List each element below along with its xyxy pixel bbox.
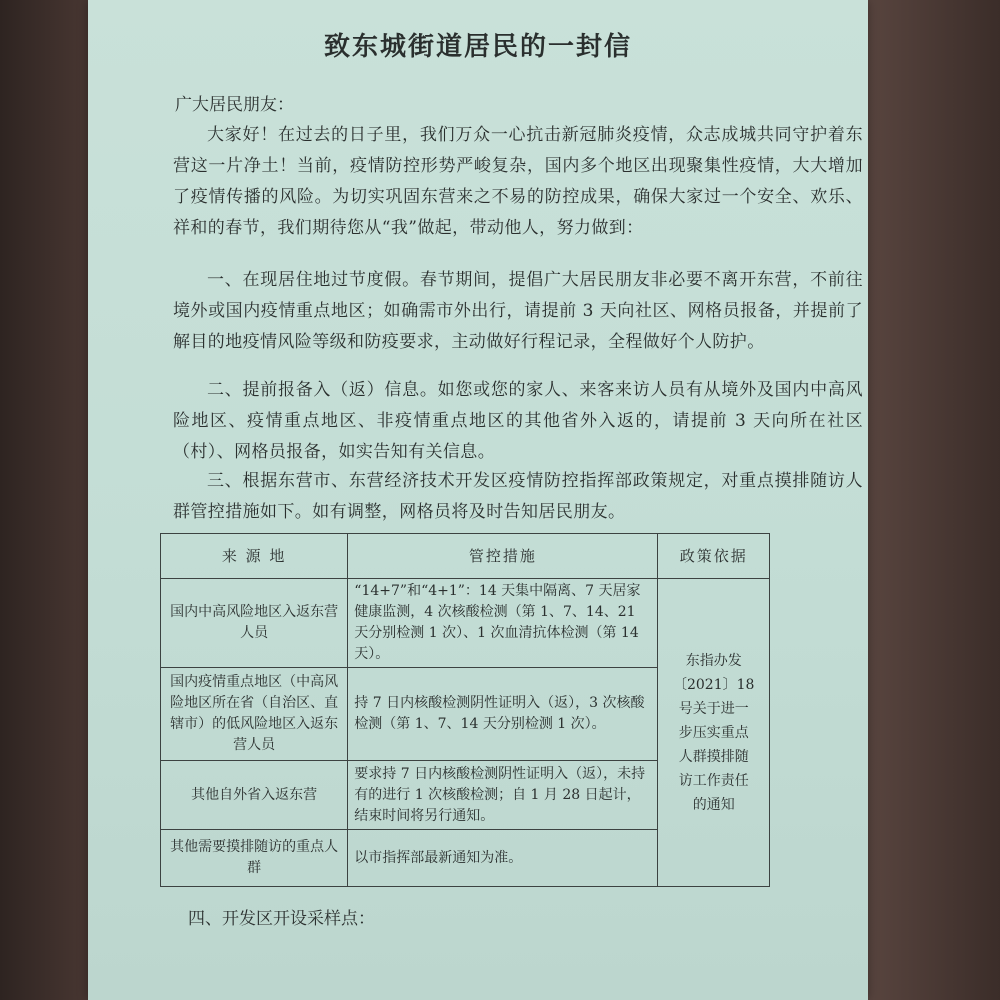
cell-measure: “14+7”和“4+1”：14 天集中隔离、7 天居家健康监测，4 次核酸检测（第 1、7、14、21 天分别检测 1 次）、1 次血清抗体检测（第 14 天）。 [348, 579, 658, 668]
control-measures-table [160, 533, 770, 887]
cell-source: 其他需要摸排随访的重点人群 [161, 830, 348, 887]
cell-policy-basis: 东指办发〔2021〕18号关于进一步压实重点人群摸排随访工作责任的通知 [658, 579, 770, 887]
letter-paper [88, 0, 868, 1000]
letter-greeting: 广大居民朋友： [175, 95, 294, 115]
cell-measure: 要求持 7 日内核酸检测阴性证明入（返），未持有的进行 1 次核酸检测；自 1 月 28 日起计，结束时间将另行通知。 [348, 761, 658, 830]
header-measure: 管控措施 [348, 534, 658, 579]
cell-source: 其他自外省入返东营 [161, 761, 348, 830]
paragraph-item-2: 二、提前报备入（返）信息。如您或您的家人、来客来访人员有从境外及国内中高风险地区、疫情重点地区、非疫情重点地区的其他省外入返的，请提前 3 天向所在社区（村）、网格员报备，如实告知有关信息。 [173, 380, 863, 462]
paragraph-item-1: 一、在现居住地过节度假。春节期间，提倡广大居民朋友非必要不离开东营，不前往境外或国内疫情重点地区；如确需市外出行，请提前 3 天向社区、网格员报备，并提前了解目的地疫情风险等级和防疫要求，主动做好行程记录，全程做好个人防护。 [173, 270, 863, 352]
paragraph-item-3: 三、根据东营市、东营经济技术开发区疫情防控指挥部政策规定，对重点摸排随访人群管控措施如下。如有调整，网格员将及时告知居民朋友。 [173, 471, 863, 522]
header-basis: 政策依据 [658, 534, 770, 579]
background-right [860, 0, 1000, 1000]
paragraph-intro: 大家好！在过去的日子里，我们万众一心抗击新冠肺炎疫情，众志成城共同守护着东营这一片净土！当前，疫情防控形势严峻复杂，国内多个地区出现聚集性疫情，大大增加了疫情传播的风险。为切实巩固东营来之不易的防控成果，确保大家过一个安全、欢乐、祥和的春节，我们期待您从“我”做起，带动他人，努力做到： [173, 125, 863, 238]
cell-measure: 持 7 日内核酸检测阴性证明入（返），3 次核酸检测（第 1、7、14 天分别检测 1 次）。 [348, 668, 658, 761]
cell-source: 国内疫情重点地区（中高风险地区所在省（自治区、直辖市）的低风险地区入返东营人员 [161, 668, 348, 761]
letter-title: 致东城街道居民的一封信 [323, 32, 632, 62]
section-4-heading: 四、开发区开设采样点： [188, 909, 375, 929]
cell-source: 国内中高风险地区入返东营人员 [161, 579, 348, 668]
cell-measure: 以市指挥部最新通知为准。 [348, 830, 658, 887]
background-left [0, 0, 95, 1000]
table-row [161, 579, 770, 668]
header-source: 来 源 地 [161, 534, 348, 579]
table-header-row [161, 534, 770, 579]
